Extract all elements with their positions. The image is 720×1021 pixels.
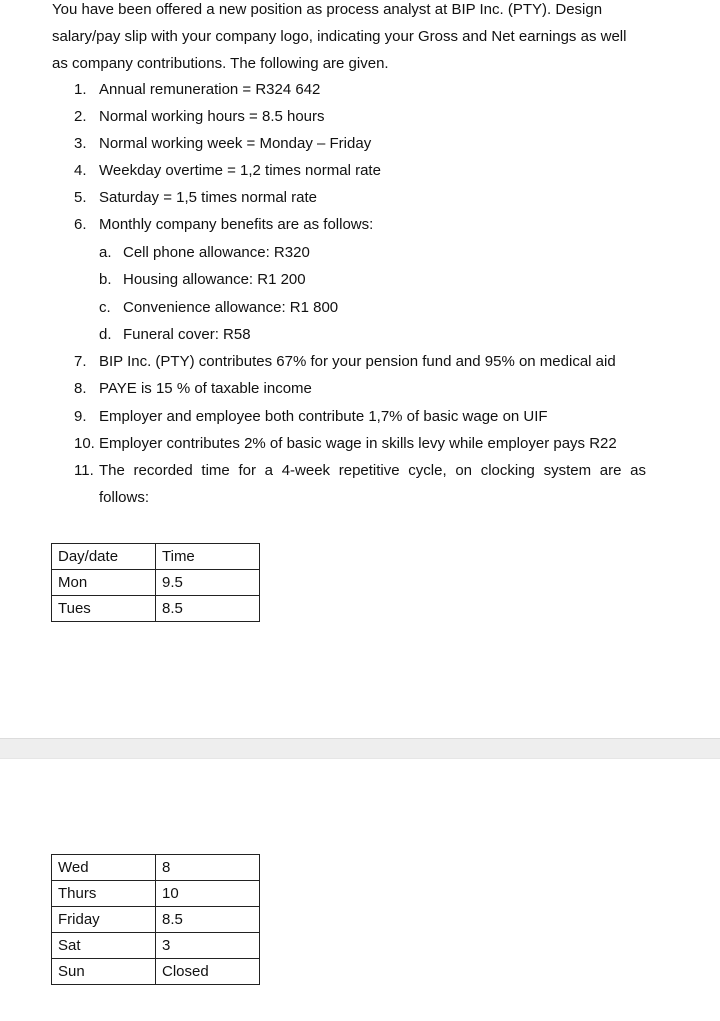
intro-line: salary/pay slip with your company logo, indicating your Gross and Net earnings as well: [52, 28, 627, 45]
list-text: The recorded time for a 4-week repetitive cycle, on clocking system are as: [99, 462, 646, 479]
page-break: [0, 738, 720, 759]
list-number: 1.: [74, 81, 87, 98]
list-number: 5.: [74, 189, 87, 206]
table-cell-time: 8.5: [156, 596, 260, 622]
table-row: [52, 881, 260, 907]
table-cell-time: Closed: [156, 959, 260, 985]
list-number: 11.: [74, 462, 94, 479]
table-cell-day: Wed: [52, 855, 156, 881]
list-text: Saturday = 1,5 times normal rate: [99, 189, 318, 206]
list-text: Weekday overtime = 1,2 times normal rate: [99, 162, 381, 179]
table-row: [52, 570, 260, 596]
list-number: 8.: [74, 380, 87, 397]
table-cell-time: 8: [156, 855, 260, 881]
table-row: [52, 907, 260, 933]
benefit-letter: c.: [99, 299, 111, 316]
clocking-table-part-2: [51, 854, 260, 985]
table-row: [52, 959, 260, 985]
list-number: 7.: [74, 353, 87, 370]
list-text: Employer contributes 2% of basic wage in skills levy while employer pays R22: [99, 435, 617, 452]
table-header-cell: Time: [156, 544, 260, 570]
table-cell-day: Friday: [52, 907, 156, 933]
table-cell-time: 3: [156, 933, 260, 959]
list-text: BIP Inc. (PTY) contributes 67% for your pension fund and 95% on medical aid: [99, 353, 616, 370]
intro-line: as company contributions. The following are given.: [52, 55, 389, 72]
table-row: [52, 933, 260, 959]
list-text: Normal working hours = 8.5 hours: [99, 108, 325, 125]
list-number: 6.: [74, 216, 87, 233]
list-number: 10.: [74, 435, 95, 452]
list-text: Monthly company benefits are as follows:: [99, 216, 374, 233]
intro-paragraph: [52, 0, 652, 77]
table-row: [52, 596, 260, 622]
benefit-text: Cell phone allowance: R320: [123, 244, 310, 261]
table-row: [52, 855, 260, 881]
table-cell-time: 9.5: [156, 570, 260, 596]
intro-line: You have been offered a new position as process analyst at BIP Inc. (PTY). Design: [52, 1, 603, 18]
list-number: 2.: [74, 108, 87, 125]
benefit-letter: b.: [99, 271, 112, 288]
table-header-row: [52, 544, 260, 570]
list-text: Normal working week = Monday – Friday: [99, 135, 372, 152]
benefit-letter: d.: [99, 326, 112, 343]
benefit-letter: a.: [99, 244, 112, 261]
list-text: Employer and employee both contribute 1,7% of basic wage on UIF: [99, 408, 548, 425]
table-cell-time: 10: [156, 881, 260, 907]
table-cell-day: Sat: [52, 933, 156, 959]
table-header-cell: Day/date: [52, 544, 156, 570]
table-cell-day: Mon: [52, 570, 156, 596]
document-page-2: [0, 759, 720, 1021]
benefit-text: Housing allowance: R1 200: [123, 271, 306, 288]
list-number: 3.: [74, 135, 87, 152]
benefit-text: Convenience allowance: R1 800: [123, 299, 339, 316]
list-number: 9.: [74, 408, 87, 425]
table-cell-day: Sun: [52, 959, 156, 985]
list-text: follows:: [99, 489, 150, 506]
list-text: PAYE is 15 % of taxable income: [99, 380, 312, 397]
clocking-table-part-1: [51, 543, 260, 622]
table-cell-time: 8.5: [156, 907, 260, 933]
list-text: Annual remuneration = R324 642: [99, 81, 321, 98]
table-cell-day: Tues: [52, 596, 156, 622]
list-number: 4.: [74, 162, 87, 179]
table-cell-day: Thurs: [52, 881, 156, 907]
benefit-text: Funeral cover: R58: [123, 326, 251, 343]
